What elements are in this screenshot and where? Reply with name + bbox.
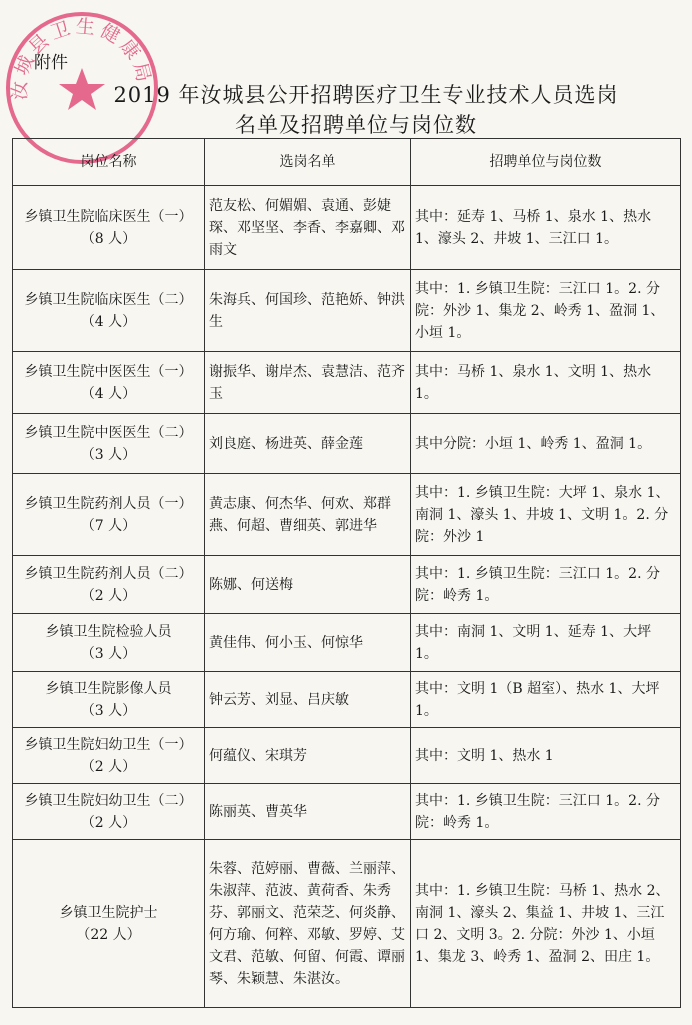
column-header-position: 岗位名称 <box>13 139 205 186</box>
annex-label: 附件 <box>34 53 68 73</box>
table-row <box>13 186 681 270</box>
position-cell: 乡镇卫生院中医医生（一） （4 人） <box>13 352 205 414</box>
table-row <box>13 556 681 614</box>
document-title-line1: 2019 年汝城县公开招聘医疗卫生专业技术人员选岗 <box>113 83 619 107</box>
names-cell: 谢振华、谢岸杰、袁慧洁、范齐玉 <box>205 352 411 414</box>
names-cell: 范友松、何媚媚、袁通、彭婕琛、邓坚坚、李香、李嘉卿、邓雨文 <box>205 186 411 270</box>
position-cell: 乡镇卫生院妇幼卫生（二） （2 人） <box>13 784 205 840</box>
units-cell: 其中：延寿 1、马桥 1、泉水 1、热水 1、濠头 2、井坡 1、三江口 1。 <box>411 186 681 270</box>
names-cell: 陈娜、何送梅 <box>205 556 411 614</box>
units-cell: 其中：1. 乡镇卫生院：三江口 1。2. 分院：岭秀 1。 <box>411 784 681 840</box>
position-cell: 乡镇卫生院临床医生（一） （8 人） <box>13 186 205 270</box>
position-cell: 乡镇卫生院药剂人员（一） （7 人） <box>13 474 205 556</box>
table-row <box>13 840 681 1008</box>
table-row <box>13 352 681 414</box>
table-row <box>13 614 681 672</box>
names-cell: 黄佳伟、何小玉、何惊华 <box>205 614 411 672</box>
units-cell: 其中：1. 乡镇卫生院：马桥 1、热水 2、南洞 1、濠头 2、集益 1、井坡 1、三江口 2、文明 3。2. 分院：外沙 1、小垣 1、集龙 3、岭秀 1、盈洞 2、田庄 1。 <box>411 840 681 1008</box>
document-title-line2: 名单及招聘单位与岗位数 <box>235 113 477 137</box>
units-cell: 其中：文明 1（B 超室）、热水 1、大坪 1。 <box>411 672 681 728</box>
column-header-units: 招聘单位与岗位数 <box>411 139 681 186</box>
column-header-names: 选岗名单 <box>205 139 411 186</box>
recruitment-table <box>12 138 681 1008</box>
names-cell: 朱蓉、范婷丽、曹薇、兰丽萍、朱淑萍、范波、黄荷香、朱秀芬、郭丽文、范荣芝、何炎静、何方瑜、何粹、邓敏、罗婷、艾文君、范敏、何留、何霞、谭丽琴、朱颖慧、朱湛汝。 <box>205 840 411 1008</box>
table-row <box>13 414 681 474</box>
position-cell: 乡镇卫生院护士 （22 人） <box>13 840 205 1008</box>
units-cell: 其中：1. 乡镇卫生院：大坪 1、泉水 1、南洞 1、濠头 1、井坡 1、文明 1。2. 分院：外沙 1 <box>411 474 681 556</box>
position-cell: 乡镇卫生院临床医生（二） （4 人） <box>13 270 205 352</box>
position-cell: 乡镇卫生院检验人员 （3 人） <box>13 614 205 672</box>
units-cell: 其中：文明 1、热水 1 <box>411 728 681 784</box>
position-cell: 乡镇卫生院药剂人员（二） （2 人） <box>13 556 205 614</box>
svg-text:汝城县卫生健康局: 汝城县卫生健康局 <box>8 15 156 101</box>
units-cell: 其中：1. 乡镇卫生院：三江口 1。2. 分院：岭秀 1。 <box>411 556 681 614</box>
position-cell: 乡镇卫生院妇幼卫生（一） （2 人） <box>13 728 205 784</box>
names-cell: 朱海兵、何国珍、范艳娇、钟洪生 <box>205 270 411 352</box>
names-cell: 何蕴仪、宋琪芳 <box>205 728 411 784</box>
table-row <box>13 474 681 556</box>
table-row <box>13 672 681 728</box>
table-row <box>13 728 681 784</box>
table-header-row <box>13 139 681 186</box>
table-row <box>13 270 681 352</box>
units-cell: 其中分院：小垣 1、岭秀 1、盈洞 1。 <box>411 414 681 474</box>
names-cell: 钟云芳、刘显、吕庆敏 <box>205 672 411 728</box>
position-cell: 乡镇卫生院影像人员 （3 人） <box>13 672 205 728</box>
units-cell: 其中：1. 乡镇卫生院：三江口 1。2. 分院：外沙 1、集龙 2、岭秀 1、盈洞 1、小垣 1。 <box>411 270 681 352</box>
units-cell: 其中：南洞 1、文明 1、延寿 1、大坪 1。 <box>411 614 681 672</box>
position-cell: 乡镇卫生院中医医生（二） （3 人） <box>13 414 205 474</box>
names-cell: 陈丽英、曹英华 <box>205 784 411 840</box>
table-row <box>13 784 681 840</box>
names-cell: 黄志康、何杰华、何欢、郑群燕、何超、曹细英、郭进华 <box>205 474 411 556</box>
units-cell: 其中：马桥 1、泉水 1、文明 1、热水 1。 <box>411 352 681 414</box>
names-cell: 刘良庭、杨进英、薛金莲 <box>205 414 411 474</box>
